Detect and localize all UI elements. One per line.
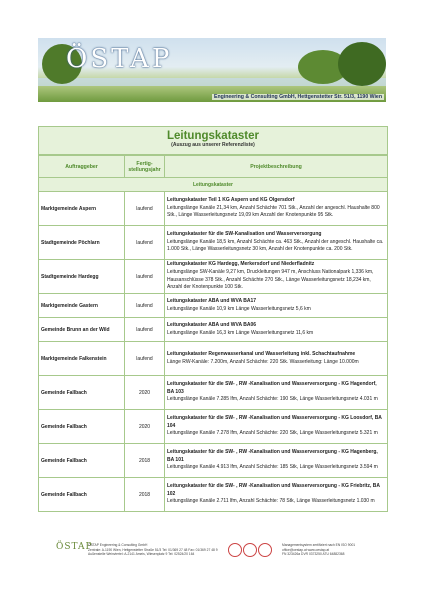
table-row — [39, 192, 388, 226]
project-title: Leitungskataster ABA und WVA BA06 — [167, 321, 257, 328]
project-details: Leitungslänge Kanäle 16,3 km Länge Wasserleitungsnetz 11,6 km — [167, 329, 314, 336]
description-cell — [165, 318, 388, 342]
description-cell — [165, 444, 388, 478]
client-cell: Marktgemeinde Falkenstein — [39, 342, 125, 376]
project-details: Leitungslänge Kanäle 10,9 km Länge Wasserleitungsnetz 5,6 km — [167, 305, 311, 312]
certification-seals — [228, 543, 273, 558]
year-cell: 2020 — [125, 410, 165, 444]
project-details: Leitungslänge Kanäle 7.278 lfm, Anzahl Schächte: 220 Stk, Länge Wasserleitungsnetz 5.321 m — [167, 430, 378, 437]
project-details: Länge RW-Kanäle: 7.200m, Anzahl Schächte: 220 Stk. Wasserleitung: Länge 10.000m — [167, 358, 359, 365]
footer-logo: ÖSTAP — [56, 542, 93, 552]
year-cell: 2020 — [125, 376, 165, 410]
table-row — [39, 376, 388, 410]
table-row — [39, 294, 388, 318]
banner-tree — [338, 42, 386, 86]
client-cell: Stadtgemeinde Hardegg — [39, 260, 125, 294]
description-cell — [165, 226, 388, 260]
table-header-row — [39, 156, 388, 178]
project-title: Leitungskataster für die SW- , RW -Kanalisation und Wasserversorgung - KG Hagenberg, BA 101 — [167, 449, 378, 463]
description-cell — [165, 478, 388, 512]
table-row — [39, 226, 388, 260]
year-cell: laufend — [125, 260, 165, 294]
footer-contact — [282, 543, 355, 557]
year-cell: laufend — [125, 192, 165, 226]
project-details: Leitungslänge Kanäle 2.711 lfm, Anzahl Schächte: 78 Stk, Länge Wasserleitungsnetz 1.030 m — [167, 498, 375, 505]
description-cell — [165, 342, 388, 376]
project-title: Leitungskataster KG Hardegg, Merkersdorf und Niederfladnitz — [167, 261, 315, 268]
project-title: Leitungskataster für die SW-Kanalisation und Wasserversorgung — [167, 231, 322, 238]
reference-table — [38, 155, 388, 512]
project-details: Leitungslänge Kanäle 7.285 lfm, Anzahl Schächte: 190 Stk, Länge Wasserleitungsnetz 4.031 m — [167, 396, 378, 403]
footer-line: Zentrale: A-1190 Wien, Hettgenstetter Straße 51/3 Tel: 01/369 27 48 Fax: 01/369 27 48 9 — [88, 547, 218, 552]
project-details: Leitungslänge Kanäle 21,34 km, Anzahl Schächte 701 Stk., Anzahl der angeschl. Haushalte 800 Stk., Länge Wasserleitungsnetz 19,09 km Anzahl der Knotenpunkte 95 Stk. — [167, 204, 380, 219]
description-cell — [165, 410, 388, 444]
client-cell: Gemeinde Fallbach — [39, 478, 125, 512]
year-cell: 2018 — [125, 478, 165, 512]
footer-line: ÖSTAP Engineering & Consulting GmbH — [88, 543, 148, 547]
table-row — [39, 342, 388, 376]
project-title: Leitungskataster für die SW- , RW -Kanalisation und Wasserversorgung - KG Hagendorf, BA 103 — [167, 381, 377, 395]
year-cell: laufend — [125, 318, 165, 342]
page-title: Leitungskataster — [166, 130, 260, 142]
section-label: Leitungskataster — [39, 178, 388, 192]
description-cell — [165, 376, 388, 410]
footer-line: FN 323426a DVR 0373250 ATU 64882368 — [282, 552, 345, 557]
footer-line: office@oestap.at www.oestap.at — [282, 547, 330, 552]
table-row — [39, 444, 388, 478]
footer-line: Managementsystem zertifiziert nach EN ISO 9001 — [282, 543, 356, 547]
company-tagline: Engineering & Consulting GmbH, Hettgenstetter Str. 51/3, 1190 Wien — [213, 94, 382, 100]
project-title: Leitungskataster für die SW- , RW -Kanalisation und Wasserversorgung - KG Friebritz, BA 102 — [167, 483, 380, 497]
table-row — [39, 478, 388, 512]
project-title: Leitungskataster für die SW- , RW -Kanalisation und Wasserversorgung - KG Loosdorf, BA 104 — [167, 415, 382, 429]
description-cell — [165, 192, 388, 226]
client-cell: Gemeinde Fallbach — [39, 376, 125, 410]
client-cell: Marktgemeinde Aspern — [39, 192, 125, 226]
seal-icon — [258, 543, 272, 557]
company-logo: ÖSTAP — [66, 44, 173, 74]
description-cell — [165, 260, 388, 294]
client-cell: Stadtgemeinde Pöchlarn — [39, 226, 125, 260]
client-cell: Gemeinde Fallbach — [39, 410, 125, 444]
project-title: Leitungskataster ABA und WVA BA17 — [167, 297, 257, 304]
client-cell: Gemeinde Brunn an der Wild — [39, 318, 125, 342]
header-description: Projektbeschreibung — [165, 156, 388, 178]
project-details: Leitungslänge Kanäle 4.913 lfm, Anzahl Schächte: 185 Stk, Länge Wasserleitungsnetz 3.594 m — [167, 464, 378, 471]
project-title: Leitungskataster Teil 1 KG Aspern und KG Olgersdorf — [167, 197, 295, 204]
client-cell: Marktgemeinde Gastern — [39, 294, 125, 318]
section-row — [39, 178, 388, 192]
page-title-box — [38, 126, 388, 155]
footer-line: Außenstelle Weinviertel: A-2141 Ameis, Wiesenplatz 9 Tel: 02524/20 164 — [88, 552, 195, 557]
page-footer — [38, 541, 386, 565]
footer-address — [88, 543, 218, 557]
header-year: Fertig-stellungsjahr — [125, 156, 165, 178]
table-row — [39, 410, 388, 444]
year-cell: 2018 — [125, 444, 165, 478]
table-row — [39, 260, 388, 294]
header-client: Auftraggeber — [39, 156, 125, 178]
table-row — [39, 318, 388, 342]
client-cell: Gemeinde Fallbach — [39, 444, 125, 478]
project-title: Leitungskataster Regenwasserkanal und Wasserleitung inkl. Schachtaufnahme — [167, 350, 356, 357]
seal-icon — [228, 543, 242, 557]
project-details: Leitungslänge Kanäle 18,5 km, Anzahl Schächte ca. 463 Stk., Anzahl der angeschl. Haushalte ca. 1.000 Stk., Länge Wasserleitungsnetz 30 km, Anzahl der Knotenpunkte ca. 200 Stk. — [167, 238, 384, 253]
project-details: Leitungslänge SW-Kanäle 9,27 km, Druckleitungen 947 m, Anschluss Nationalpark 1,336 km, Hausanschlüsse 378 Stk., Anzahl Schächte 270 Stk., Länge Wasserleitungsnetz 18,234 km, Anzahl der Knotenpunkte 100 Stk. — [167, 268, 374, 291]
seal-icon — [243, 543, 257, 557]
year-cell: laufend — [125, 294, 165, 318]
year-cell: laufend — [125, 342, 165, 376]
description-cell — [165, 294, 388, 318]
page-subtitle: (Auszug aus unserer Referenzliste) — [171, 142, 255, 148]
year-cell: laufend — [125, 226, 165, 260]
